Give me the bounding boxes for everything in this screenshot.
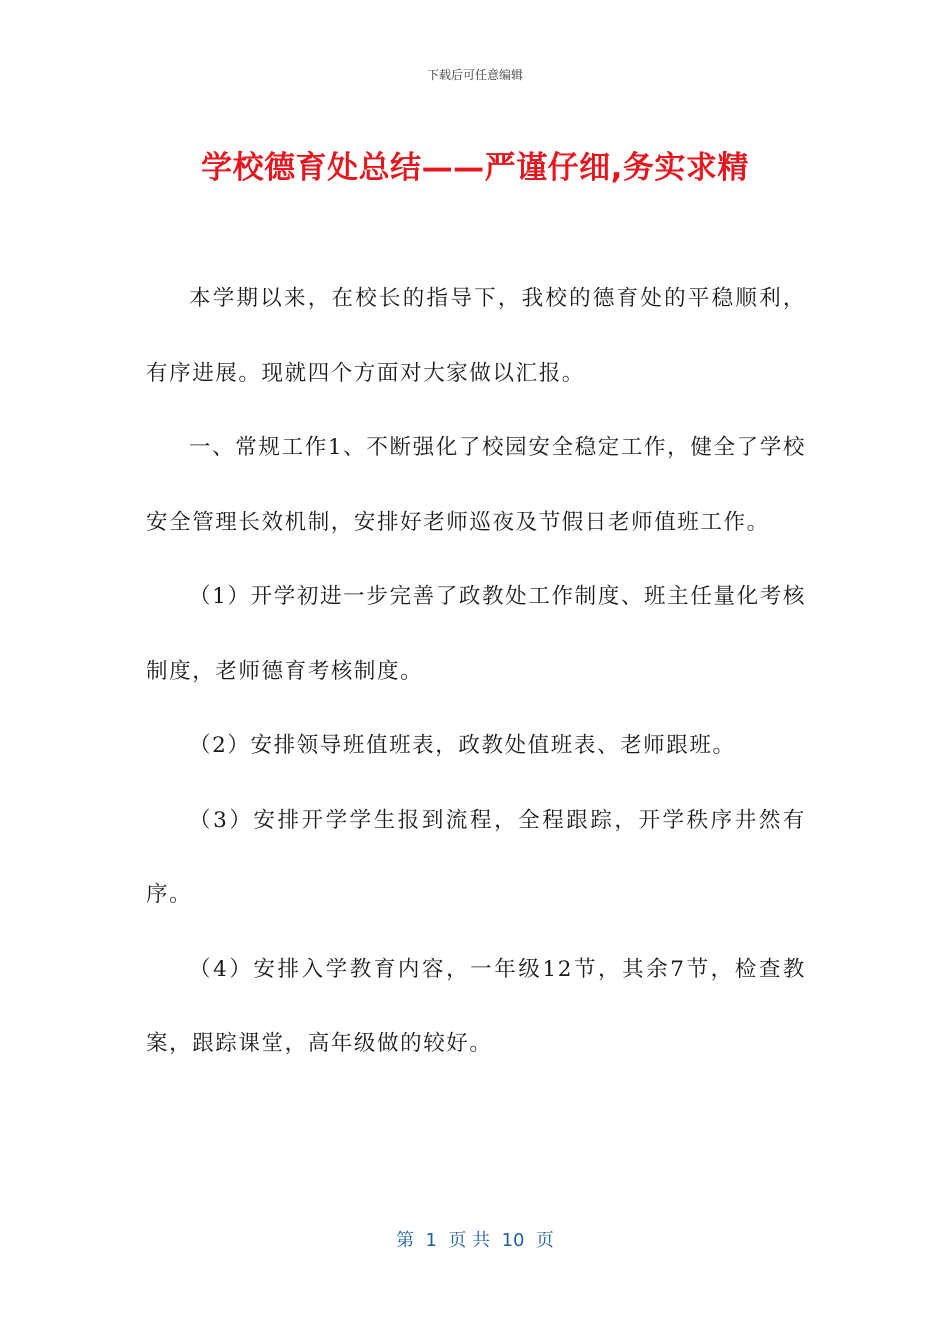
paragraph-item-3: （3）安排开学学生报到流程，全程跟踪，开学秩序井然有序。: [146, 807, 806, 907]
header-note: 下载后可任意编辑: [426, 68, 523, 82]
document-title: 学校德育处总结——严谨仔细,务实求精: [201, 150, 749, 186]
paragraph-section-one: 一、常规工作1、不断强化了校园安全稳定工作，健全了学校安全管理长效机制，安排好老师巡夜及节假日老师值班工作。: [146, 435, 806, 535]
page-number-footer: 第 1 页 共 10 页: [396, 1230, 554, 1251]
document-body: [146, 262, 806, 1082]
paragraph-intro: 本学期以来，在校长的指导下，我校的德育处的平稳顺利，有序进展。现就四个方面对大家做以汇报。: [146, 286, 806, 386]
paragraph-item-1: （1）开学初进一步完善了政教处工作制度、班主任量化考核制度，老师德育考核制度。: [146, 584, 806, 684]
paragraph-item-4: （4）安排入学教育内容，一年级12节，其余7节，检查教案，跟踪课堂，高年级做的较好。: [146, 956, 806, 1056]
paragraph-item-2: （2）安排领导班值班表，政教处值班表、老师跟班。: [189, 733, 736, 758]
